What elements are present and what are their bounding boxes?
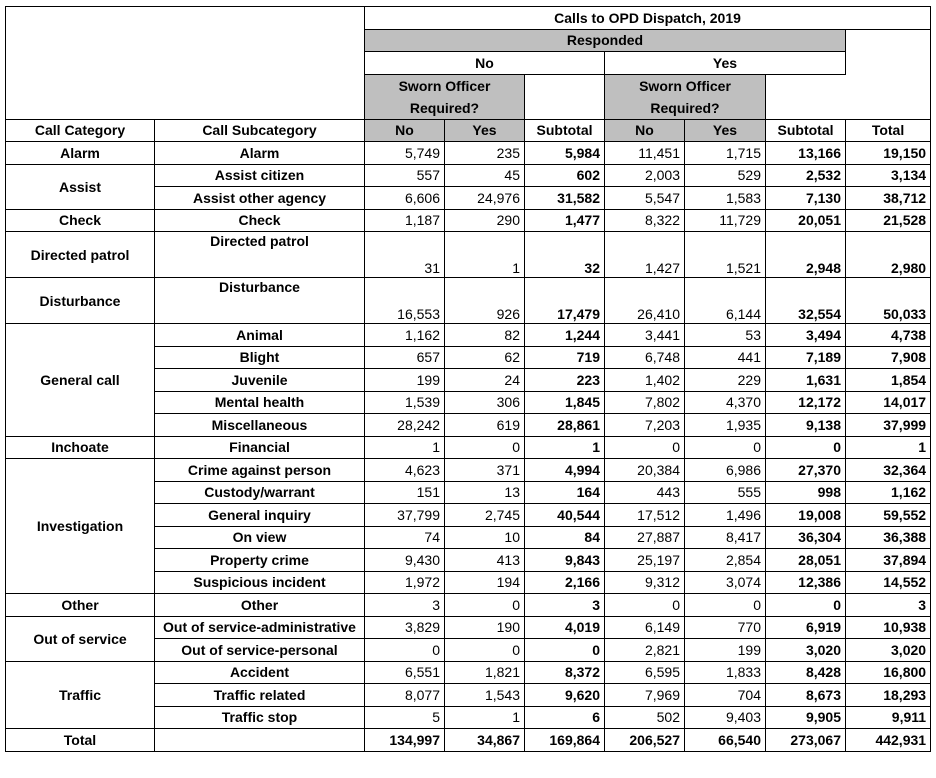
- call-subcategory-cell: Out of service-administrative: [155, 616, 365, 639]
- value-cell: 3: [846, 594, 931, 617]
- value-cell: 9,620: [525, 684, 605, 707]
- call-category-cell: Other: [6, 594, 155, 617]
- value-cell: 74: [365, 526, 445, 549]
- value-cell: 926: [445, 278, 525, 324]
- call-category-header: Call Category: [6, 119, 155, 142]
- responded-header: Responded: [365, 29, 846, 52]
- value-cell: 19,008: [766, 504, 846, 527]
- value-cell: 2,532: [766, 164, 846, 187]
- call-category-cell: Directed patrol: [6, 232, 155, 278]
- value-cell: 1,821: [445, 661, 525, 684]
- yes-sworn-yes-header: Yes: [685, 119, 766, 142]
- call-subcategory-cell: Suspicious incident: [155, 571, 365, 594]
- value-cell: 6,144: [685, 278, 766, 324]
- value-cell: 194: [445, 571, 525, 594]
- value-cell: 290: [445, 209, 525, 232]
- value-cell: 27,370: [766, 459, 846, 482]
- value-cell: 21,528: [846, 209, 931, 232]
- value-cell: 8,322: [605, 209, 685, 232]
- total-value-cell: 134,997: [365, 729, 445, 752]
- value-cell: 19,150: [846, 142, 931, 165]
- value-cell: 2,166: [525, 571, 605, 594]
- value-cell: 164: [525, 481, 605, 504]
- value-cell: 28,051: [766, 549, 846, 572]
- value-cell: 12,386: [766, 571, 846, 594]
- call-subcategory-cell: Crime against person: [155, 459, 365, 482]
- value-cell: 1: [846, 436, 931, 459]
- blank-corner: [6, 7, 365, 120]
- no-subtotal-header: Subtotal: [525, 119, 605, 142]
- value-cell: 6,748: [605, 346, 685, 369]
- value-cell: 7,189: [766, 346, 846, 369]
- responded-no-header: No: [365, 52, 605, 75]
- value-cell: 235: [445, 142, 525, 165]
- call-subcategory-cell: Custody/warrant: [155, 481, 365, 504]
- table-row: [6, 278, 931, 324]
- value-cell: 14,017: [846, 391, 931, 414]
- value-cell: 84: [525, 526, 605, 549]
- value-cell: 657: [365, 346, 445, 369]
- blank-cell: [155, 729, 365, 752]
- total-value-cell: 66,540: [685, 729, 766, 752]
- value-cell: 4,623: [365, 459, 445, 482]
- value-cell: 37,999: [846, 414, 931, 437]
- value-cell: 20,384: [605, 459, 685, 482]
- value-cell: 20,051: [766, 209, 846, 232]
- call-subcategory-cell: Assist citizen: [155, 164, 365, 187]
- value-cell: 36,388: [846, 526, 931, 549]
- total-header: Total: [846, 119, 931, 142]
- value-cell: 17,512: [605, 504, 685, 527]
- value-cell: 3,829: [365, 616, 445, 639]
- value-cell: 53: [685, 324, 766, 347]
- table-row: [6, 209, 931, 232]
- value-cell: 3,441: [605, 324, 685, 347]
- value-cell: 6,595: [605, 661, 685, 684]
- call-subcategory-cell: Financial: [155, 436, 365, 459]
- value-cell: 719: [525, 346, 605, 369]
- call-subcategory-cell: Out of service-personal: [155, 639, 365, 662]
- call-subcategory-cell: Alarm: [155, 142, 365, 165]
- value-cell: 11,451: [605, 142, 685, 165]
- value-cell: 32,364: [846, 459, 931, 482]
- value-cell: 8,428: [766, 661, 846, 684]
- value-cell: 2,980: [846, 232, 931, 278]
- table-row: [6, 232, 931, 278]
- table-row: [6, 436, 931, 459]
- value-cell: 371: [445, 459, 525, 482]
- table-row: [6, 164, 931, 187]
- value-cell: 4,019: [525, 616, 605, 639]
- value-cell: 1,539: [365, 391, 445, 414]
- call-subcategory-cell: Disturbance: [155, 278, 365, 324]
- total-value-cell: 169,864: [525, 729, 605, 752]
- value-cell: 529: [685, 164, 766, 187]
- table-row: [6, 324, 931, 347]
- value-cell: 1,543: [445, 684, 525, 707]
- value-cell: 28,242: [365, 414, 445, 437]
- value-cell: 306: [445, 391, 525, 414]
- value-cell: 8,417: [685, 526, 766, 549]
- value-cell: 619: [445, 414, 525, 437]
- value-cell: 9,430: [365, 549, 445, 572]
- value-cell: 31,582: [525, 187, 605, 210]
- value-cell: 4,370: [685, 391, 766, 414]
- total-row-label: Total: [6, 729, 155, 752]
- call-subcategory-cell: Accident: [155, 661, 365, 684]
- table-row: [6, 459, 931, 482]
- call-category-cell: Out of service: [6, 616, 155, 661]
- sworn-label-line1: Sworn Officer: [398, 77, 491, 94]
- value-cell: 1,162: [846, 481, 931, 504]
- value-cell: 7,908: [846, 346, 931, 369]
- value-cell: 7,203: [605, 414, 685, 437]
- value-cell: 602: [525, 164, 605, 187]
- value-cell: 0: [766, 594, 846, 617]
- call-subcategory-cell: Juvenile: [155, 369, 365, 392]
- value-cell: 26,410: [605, 278, 685, 324]
- call-subcategory-cell: Blight: [155, 346, 365, 369]
- value-cell: 10: [445, 526, 525, 549]
- responded-yes-header: Yes: [605, 52, 846, 75]
- call-subcategory-cell: Directed patrol: [155, 232, 365, 278]
- call-category-cell: Investigation: [6, 459, 155, 594]
- value-cell: 1,244: [525, 324, 605, 347]
- call-category-cell: Traffic: [6, 661, 155, 729]
- table-row: [6, 661, 931, 684]
- value-cell: 9,905: [766, 706, 846, 729]
- value-cell: 31: [365, 232, 445, 278]
- value-cell: 11,729: [685, 209, 766, 232]
- value-cell: 998: [766, 481, 846, 504]
- value-cell: 0: [766, 436, 846, 459]
- value-cell: 27,887: [605, 526, 685, 549]
- value-cell: 1,631: [766, 369, 846, 392]
- value-cell: 3,020: [846, 639, 931, 662]
- value-cell: 1,583: [685, 187, 766, 210]
- value-cell: 9,843: [525, 549, 605, 572]
- value-cell: 441: [685, 346, 766, 369]
- value-cell: 4,738: [846, 324, 931, 347]
- value-cell: 6,149: [605, 616, 685, 639]
- call-subcategory-cell: Mental health: [155, 391, 365, 414]
- blank-cell: [525, 74, 605, 119]
- value-cell: 24: [445, 369, 525, 392]
- value-cell: 28,861: [525, 414, 605, 437]
- call-subcategory-cell: Assist other agency: [155, 187, 365, 210]
- value-cell: 1: [525, 436, 605, 459]
- blank-cell: [846, 29, 931, 119]
- value-cell: 229: [685, 369, 766, 392]
- value-cell: 5,749: [365, 142, 445, 165]
- value-cell: 1,162: [365, 324, 445, 347]
- value-cell: 0: [445, 436, 525, 459]
- table-row: [6, 142, 931, 165]
- value-cell: 3,074: [685, 571, 766, 594]
- value-cell: 3: [525, 594, 605, 617]
- value-cell: 7,802: [605, 391, 685, 414]
- sworn-officer-header-yes: [605, 74, 766, 119]
- sworn-officer-header-no: [365, 74, 525, 119]
- call-category-cell: General call: [6, 324, 155, 437]
- value-cell: 1,427: [605, 232, 685, 278]
- value-cell: 10,938: [846, 616, 931, 639]
- call-subcategory-cell: Animal: [155, 324, 365, 347]
- value-cell: 6,551: [365, 661, 445, 684]
- value-cell: 0: [365, 639, 445, 662]
- value-cell: 2,003: [605, 164, 685, 187]
- yes-subtotal-header: Subtotal: [766, 119, 846, 142]
- value-cell: 2,821: [605, 639, 685, 662]
- value-cell: 443: [605, 481, 685, 504]
- value-cell: 37,799: [365, 504, 445, 527]
- call-subcategory-cell: On view: [155, 526, 365, 549]
- dispatch-calls-table: [5, 6, 931, 752]
- no-sworn-yes-header: Yes: [445, 119, 525, 142]
- call-subcategory-cell: Check: [155, 209, 365, 232]
- value-cell: 3,020: [766, 639, 846, 662]
- value-cell: 199: [685, 639, 766, 662]
- value-cell: 13,166: [766, 142, 846, 165]
- sworn-label-line2: Required?: [409, 99, 480, 116]
- value-cell: 8,372: [525, 661, 605, 684]
- value-cell: 5: [365, 706, 445, 729]
- call-subcategory-cell: General inquiry: [155, 504, 365, 527]
- value-cell: 0: [525, 639, 605, 662]
- value-cell: 0: [605, 594, 685, 617]
- call-category-cell: Inchoate: [6, 436, 155, 459]
- value-cell: 59,552: [846, 504, 931, 527]
- value-cell: 32,554: [766, 278, 846, 324]
- value-cell: 502: [605, 706, 685, 729]
- value-cell: 770: [685, 616, 766, 639]
- value-cell: 1,854: [846, 369, 931, 392]
- value-cell: 2,745: [445, 504, 525, 527]
- value-cell: 3: [365, 594, 445, 617]
- value-cell: 1,935: [685, 414, 766, 437]
- call-category-cell: Alarm: [6, 142, 155, 165]
- value-cell: 36,304: [766, 526, 846, 549]
- value-cell: 0: [445, 639, 525, 662]
- value-cell: 3,494: [766, 324, 846, 347]
- value-cell: 555: [685, 481, 766, 504]
- call-subcategory-cell: Miscellaneous: [155, 414, 365, 437]
- value-cell: 1,187: [365, 209, 445, 232]
- value-cell: 32: [525, 232, 605, 278]
- value-cell: 13: [445, 481, 525, 504]
- no-sworn-no-header: No: [365, 119, 445, 142]
- call-subcategory-cell: Other: [155, 594, 365, 617]
- sworn-label-line1: Sworn Officer: [639, 77, 731, 94]
- value-cell: 9,138: [766, 414, 846, 437]
- value-cell: 17,479: [525, 278, 605, 324]
- value-cell: 0: [685, 594, 766, 617]
- yes-sworn-no-header: No: [605, 119, 685, 142]
- value-cell: 413: [445, 549, 525, 572]
- table-row: [6, 616, 931, 639]
- total-row: [6, 729, 931, 752]
- value-cell: 6,986: [685, 459, 766, 482]
- value-cell: 7,130: [766, 187, 846, 210]
- sworn-label-line2: Required?: [650, 99, 720, 116]
- call-subcategory-cell: Property crime: [155, 549, 365, 572]
- value-cell: 62: [445, 346, 525, 369]
- value-cell: 37,894: [846, 549, 931, 572]
- value-cell: 151: [365, 481, 445, 504]
- value-cell: 12,172: [766, 391, 846, 414]
- value-cell: 25,197: [605, 549, 685, 572]
- value-cell: 190: [445, 616, 525, 639]
- value-cell: 199: [365, 369, 445, 392]
- value-cell: 45: [445, 164, 525, 187]
- value-cell: 24,976: [445, 187, 525, 210]
- table-title: Calls to OPD Dispatch, 2019: [365, 7, 931, 30]
- value-cell: 8,077: [365, 684, 445, 707]
- value-cell: 5,984: [525, 142, 605, 165]
- value-cell: 1,402: [605, 369, 685, 392]
- call-subcategory-cell: Traffic stop: [155, 706, 365, 729]
- value-cell: 9,312: [605, 571, 685, 594]
- value-cell: 9,403: [685, 706, 766, 729]
- value-cell: 14,552: [846, 571, 931, 594]
- value-cell: 0: [605, 436, 685, 459]
- blank-cell: [766, 74, 846, 119]
- value-cell: 6: [525, 706, 605, 729]
- value-cell: 16,553: [365, 278, 445, 324]
- value-cell: 704: [685, 684, 766, 707]
- total-value-cell: 273,067: [766, 729, 846, 752]
- value-cell: 557: [365, 164, 445, 187]
- value-cell: 38,712: [846, 187, 931, 210]
- value-cell: 0: [685, 436, 766, 459]
- call-category-cell: Check: [6, 209, 155, 232]
- value-cell: 8,673: [766, 684, 846, 707]
- value-cell: 7,969: [605, 684, 685, 707]
- value-cell: 1,833: [685, 661, 766, 684]
- value-cell: 16,800: [846, 661, 931, 684]
- value-cell: 2,854: [685, 549, 766, 572]
- value-cell: 3,134: [846, 164, 931, 187]
- total-value-cell: 206,527: [605, 729, 685, 752]
- value-cell: 18,293: [846, 684, 931, 707]
- value-cell: 223: [525, 369, 605, 392]
- total-value-cell: 442,931: [846, 729, 931, 752]
- value-cell: 6,919: [766, 616, 846, 639]
- value-cell: 1,477: [525, 209, 605, 232]
- call-subcategory-cell: Traffic related: [155, 684, 365, 707]
- value-cell: 1,845: [525, 391, 605, 414]
- call-subcategory-header: Call Subcategory: [155, 119, 365, 142]
- value-cell: 1,715: [685, 142, 766, 165]
- value-cell: 1,972: [365, 571, 445, 594]
- value-cell: 1,521: [685, 232, 766, 278]
- table-row: [6, 594, 931, 617]
- value-cell: 2,948: [766, 232, 846, 278]
- value-cell: 40,544: [525, 504, 605, 527]
- table-body: [6, 142, 931, 752]
- value-cell: 1: [365, 436, 445, 459]
- value-cell: 9,911: [846, 706, 931, 729]
- value-cell: 6,606: [365, 187, 445, 210]
- total-value-cell: 34,867: [445, 729, 525, 752]
- value-cell: 1: [445, 706, 525, 729]
- value-cell: 5,547: [605, 187, 685, 210]
- value-cell: 0: [445, 594, 525, 617]
- value-cell: 4,994: [525, 459, 605, 482]
- value-cell: 1,496: [685, 504, 766, 527]
- call-category-cell: Assist: [6, 164, 155, 209]
- value-cell: 50,033: [846, 278, 931, 324]
- call-category-cell: Disturbance: [6, 278, 155, 324]
- value-cell: 82: [445, 324, 525, 347]
- value-cell: 1: [445, 232, 525, 278]
